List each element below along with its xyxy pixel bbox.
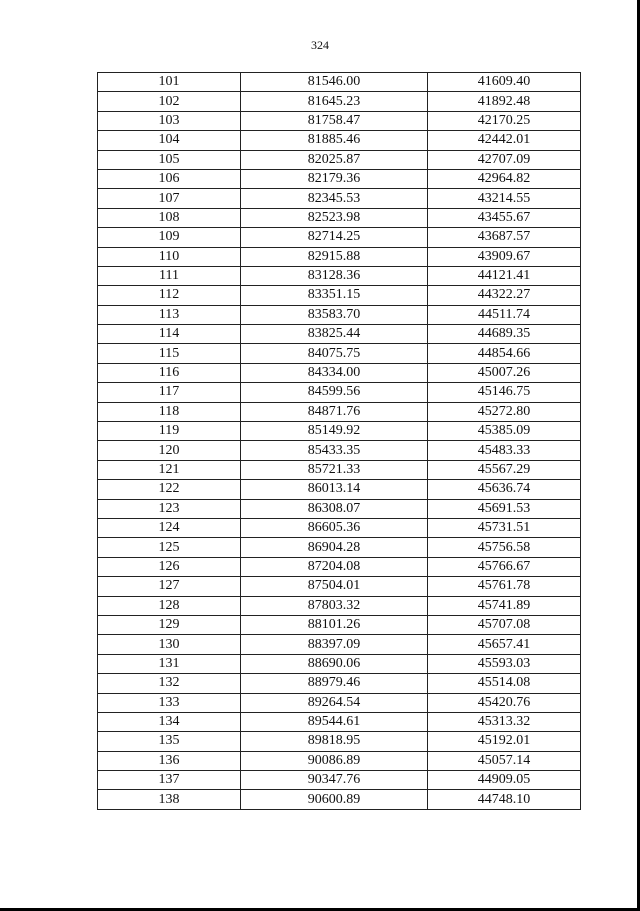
row-index-cell: 102 bbox=[98, 92, 241, 111]
value-a-cell: 81885.46 bbox=[241, 131, 428, 150]
table-row bbox=[98, 518, 581, 537]
row-index-cell: 131 bbox=[98, 654, 241, 673]
table-row bbox=[98, 402, 581, 421]
table-row bbox=[98, 286, 581, 305]
value-b-cell: 45057.14 bbox=[428, 751, 581, 770]
value-a-cell: 82523.98 bbox=[241, 208, 428, 227]
table-row bbox=[98, 499, 581, 518]
value-a-cell: 83583.70 bbox=[241, 305, 428, 324]
row-index-cell: 103 bbox=[98, 111, 241, 130]
value-b-cell: 45272.80 bbox=[428, 402, 581, 421]
value-b-cell: 41892.48 bbox=[428, 92, 581, 111]
value-b-cell: 44748.10 bbox=[428, 790, 581, 809]
value-b-cell: 43455.67 bbox=[428, 208, 581, 227]
value-a-cell: 84334.00 bbox=[241, 363, 428, 382]
table-row bbox=[98, 557, 581, 576]
value-b-cell: 45761.78 bbox=[428, 577, 581, 596]
row-index-cell: 110 bbox=[98, 247, 241, 266]
row-index-cell: 124 bbox=[98, 518, 241, 537]
table-row bbox=[98, 228, 581, 247]
value-a-cell: 85149.92 bbox=[241, 422, 428, 441]
value-a-cell: 84599.56 bbox=[241, 383, 428, 402]
value-a-cell: 83825.44 bbox=[241, 325, 428, 344]
value-b-cell: 41609.40 bbox=[428, 73, 581, 92]
table-row bbox=[98, 790, 581, 809]
value-a-cell: 89264.54 bbox=[241, 693, 428, 712]
row-index-cell: 116 bbox=[98, 363, 241, 382]
row-index-cell: 122 bbox=[98, 480, 241, 499]
row-index-cell: 109 bbox=[98, 228, 241, 247]
table-row bbox=[98, 596, 581, 615]
value-a-cell: 90086.89 bbox=[241, 751, 428, 770]
value-a-cell: 82714.25 bbox=[241, 228, 428, 247]
value-a-cell: 88397.09 bbox=[241, 635, 428, 654]
value-b-cell: 44322.27 bbox=[428, 286, 581, 305]
table-row bbox=[98, 247, 581, 266]
value-b-cell: 45657.41 bbox=[428, 635, 581, 654]
table-row bbox=[98, 131, 581, 150]
data-table bbox=[97, 72, 581, 810]
row-index-cell: 133 bbox=[98, 693, 241, 712]
value-b-cell: 44909.05 bbox=[428, 771, 581, 790]
table-row bbox=[98, 266, 581, 285]
row-index-cell: 108 bbox=[98, 208, 241, 227]
row-index-cell: 121 bbox=[98, 460, 241, 479]
page-number: 324 bbox=[311, 38, 329, 52]
table-row bbox=[98, 422, 581, 441]
row-index-cell: 111 bbox=[98, 266, 241, 285]
table-row bbox=[98, 635, 581, 654]
value-b-cell: 45385.09 bbox=[428, 422, 581, 441]
table-row bbox=[98, 771, 581, 790]
value-b-cell: 44689.35 bbox=[428, 325, 581, 344]
value-b-cell: 45707.08 bbox=[428, 615, 581, 634]
row-index-cell: 136 bbox=[98, 751, 241, 770]
row-index-cell: 107 bbox=[98, 189, 241, 208]
value-b-cell: 43909.67 bbox=[428, 247, 581, 266]
table-row bbox=[98, 363, 581, 382]
value-a-cell: 88101.26 bbox=[241, 615, 428, 634]
table-row bbox=[98, 344, 581, 363]
row-index-cell: 135 bbox=[98, 732, 241, 751]
value-a-cell: 89818.95 bbox=[241, 732, 428, 751]
table-row bbox=[98, 111, 581, 130]
row-index-cell: 126 bbox=[98, 557, 241, 576]
value-b-cell: 45756.58 bbox=[428, 538, 581, 557]
row-index-cell: 138 bbox=[98, 790, 241, 809]
value-a-cell: 87803.32 bbox=[241, 596, 428, 615]
table-row bbox=[98, 615, 581, 634]
row-index-cell: 114 bbox=[98, 325, 241, 344]
value-b-cell: 45731.51 bbox=[428, 518, 581, 537]
value-a-cell: 89544.61 bbox=[241, 712, 428, 731]
table-row bbox=[98, 693, 581, 712]
row-index-cell: 128 bbox=[98, 596, 241, 615]
value-b-cell: 45007.26 bbox=[428, 363, 581, 382]
row-index-cell: 104 bbox=[98, 131, 241, 150]
value-b-cell: 45766.67 bbox=[428, 557, 581, 576]
value-b-cell: 42442.01 bbox=[428, 131, 581, 150]
value-b-cell: 45146.75 bbox=[428, 383, 581, 402]
value-b-cell: 42170.25 bbox=[428, 111, 581, 130]
value-b-cell: 45514.08 bbox=[428, 674, 581, 693]
value-a-cell: 81546.00 bbox=[241, 73, 428, 92]
row-index-cell: 137 bbox=[98, 771, 241, 790]
table-row bbox=[98, 150, 581, 169]
value-a-cell: 90347.76 bbox=[241, 771, 428, 790]
value-b-cell: 45567.29 bbox=[428, 460, 581, 479]
value-a-cell: 83351.15 bbox=[241, 286, 428, 305]
table-row bbox=[98, 92, 581, 111]
value-b-cell: 45483.33 bbox=[428, 441, 581, 460]
value-a-cell: 84871.76 bbox=[241, 402, 428, 421]
value-b-cell: 43687.57 bbox=[428, 228, 581, 247]
row-index-cell: 120 bbox=[98, 441, 241, 460]
value-a-cell: 90600.89 bbox=[241, 790, 428, 809]
value-a-cell: 82345.53 bbox=[241, 189, 428, 208]
value-b-cell: 44854.66 bbox=[428, 344, 581, 363]
value-a-cell: 84075.75 bbox=[241, 344, 428, 363]
value-a-cell: 87204.08 bbox=[241, 557, 428, 576]
row-index-cell: 127 bbox=[98, 577, 241, 596]
row-index-cell: 101 bbox=[98, 73, 241, 92]
row-index-cell: 106 bbox=[98, 169, 241, 188]
table-row bbox=[98, 325, 581, 344]
value-a-cell: 85721.33 bbox=[241, 460, 428, 479]
row-index-cell: 105 bbox=[98, 150, 241, 169]
table-row bbox=[98, 732, 581, 751]
table-row bbox=[98, 577, 581, 596]
value-b-cell: 44511.74 bbox=[428, 305, 581, 324]
table-row bbox=[98, 383, 581, 402]
row-index-cell: 118 bbox=[98, 402, 241, 421]
value-a-cell: 87504.01 bbox=[241, 577, 428, 596]
row-index-cell: 112 bbox=[98, 286, 241, 305]
value-a-cell: 86605.36 bbox=[241, 518, 428, 537]
table-row bbox=[98, 480, 581, 499]
value-b-cell: 45192.01 bbox=[428, 732, 581, 751]
row-index-cell: 119 bbox=[98, 422, 241, 441]
row-index-cell: 117 bbox=[98, 383, 241, 402]
table-row bbox=[98, 538, 581, 557]
value-a-cell: 88979.46 bbox=[241, 674, 428, 693]
value-a-cell: 82179.36 bbox=[241, 169, 428, 188]
value-a-cell: 82915.88 bbox=[241, 247, 428, 266]
row-index-cell: 130 bbox=[98, 635, 241, 654]
value-b-cell: 42707.09 bbox=[428, 150, 581, 169]
row-index-cell: 123 bbox=[98, 499, 241, 518]
table-row bbox=[98, 460, 581, 479]
value-b-cell: 45691.53 bbox=[428, 499, 581, 518]
value-b-cell: 45313.32 bbox=[428, 712, 581, 731]
table-row bbox=[98, 169, 581, 188]
table-row bbox=[98, 654, 581, 673]
table-row bbox=[98, 712, 581, 731]
value-a-cell: 88690.06 bbox=[241, 654, 428, 673]
value-a-cell: 86904.28 bbox=[241, 538, 428, 557]
value-a-cell: 81645.23 bbox=[241, 92, 428, 111]
row-index-cell: 134 bbox=[98, 712, 241, 731]
value-a-cell: 86013.14 bbox=[241, 480, 428, 499]
table-row bbox=[98, 208, 581, 227]
table-body bbox=[98, 73, 581, 810]
value-b-cell: 42964.82 bbox=[428, 169, 581, 188]
table-row bbox=[98, 674, 581, 693]
value-b-cell: 44121.41 bbox=[428, 266, 581, 285]
row-index-cell: 132 bbox=[98, 674, 241, 693]
value-b-cell: 45420.76 bbox=[428, 693, 581, 712]
value-b-cell: 45593.03 bbox=[428, 654, 581, 673]
value-a-cell: 86308.07 bbox=[241, 499, 428, 518]
table-row bbox=[98, 73, 581, 92]
row-index-cell: 125 bbox=[98, 538, 241, 557]
value-a-cell: 81758.47 bbox=[241, 111, 428, 130]
row-index-cell: 113 bbox=[98, 305, 241, 324]
value-b-cell: 43214.55 bbox=[428, 189, 581, 208]
row-index-cell: 115 bbox=[98, 344, 241, 363]
table-row bbox=[98, 751, 581, 770]
value-a-cell: 83128.36 bbox=[241, 266, 428, 285]
table-row bbox=[98, 305, 581, 324]
value-a-cell: 82025.87 bbox=[241, 150, 428, 169]
value-a-cell: 85433.35 bbox=[241, 441, 428, 460]
row-index-cell: 129 bbox=[98, 615, 241, 634]
value-b-cell: 45741.89 bbox=[428, 596, 581, 615]
table-row bbox=[98, 441, 581, 460]
value-b-cell: 45636.74 bbox=[428, 480, 581, 499]
table-row bbox=[98, 189, 581, 208]
